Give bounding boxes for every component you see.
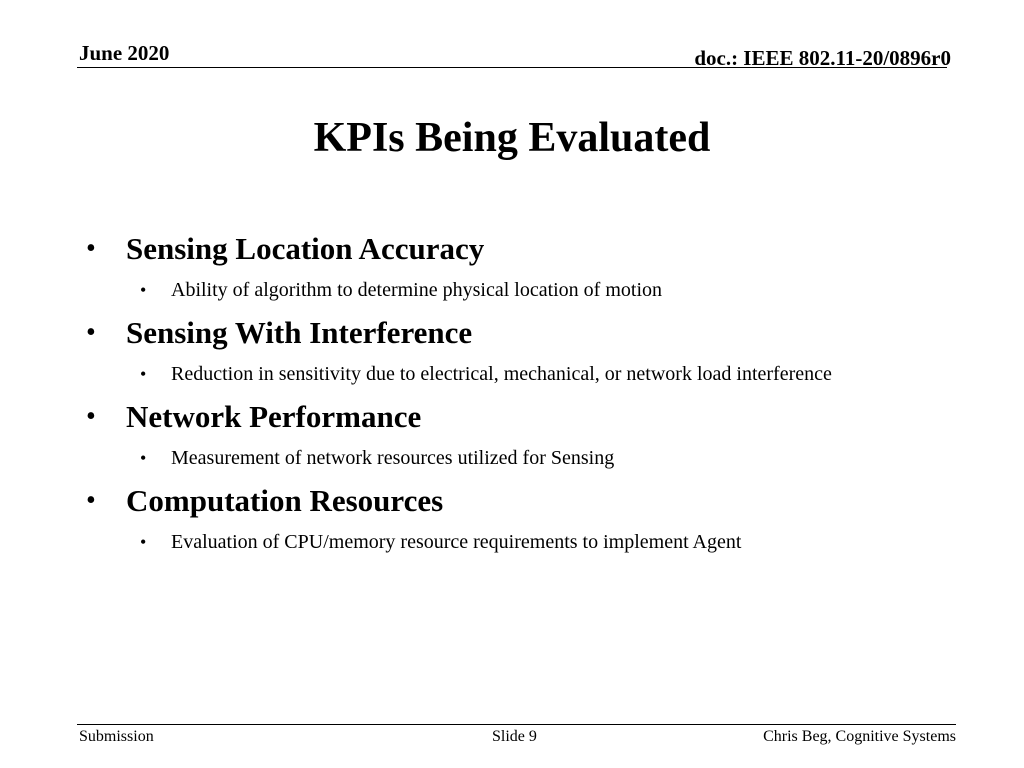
footer-divider — [77, 724, 956, 725]
bullet-marker: • — [86, 485, 96, 516]
sub-bullet-marker: • — [140, 532, 147, 552]
sub-bullet-text: Reduction in sensitivity due to electrical, mechanical, or network load interference — [171, 363, 832, 385]
sub-bullet-marker: • — [140, 448, 147, 468]
footer-author: Chris Beg, Cognitive Systems — [763, 728, 956, 745]
bullet-marker: • — [86, 401, 96, 432]
bullet-item — [0, 394, 1024, 478]
header-divider — [77, 67, 947, 68]
bullet-heading: Network Performance — [126, 399, 422, 434]
bullet-marker: • — [86, 317, 96, 348]
bullet-list — [0, 226, 1024, 562]
bullet-heading: Sensing With Interference — [126, 315, 473, 350]
sub-bullet-text: Measurement of network resources utilized for Sensing — [171, 447, 615, 469]
sub-bullet-text: Evaluation of CPU/memory resource requirements to implement Agent — [171, 531, 742, 553]
bullet-heading: Sensing Location Accuracy — [126, 231, 485, 266]
bullet-item — [0, 310, 1024, 394]
header-date: June 2020 — [79, 41, 170, 65]
bullet-heading: Computation Resources — [126, 483, 444, 518]
bullet-item — [0, 478, 1024, 562]
sub-bullet-marker: • — [140, 364, 147, 384]
footer-slide-number: Slide 9 — [492, 728, 537, 745]
sub-bullet-marker: • — [140, 280, 147, 300]
footer-submission: Submission — [79, 728, 154, 745]
bullet-marker: • — [86, 233, 96, 264]
header-document-id: doc.: IEEE 802.11-20/0896r0 — [694, 46, 951, 70]
sub-bullet-text: Ability of algorithm to determine physical location of motion — [171, 279, 663, 301]
slide-title: KPIs Being Evaluated — [313, 115, 711, 161]
bullet-item — [0, 226, 1024, 310]
